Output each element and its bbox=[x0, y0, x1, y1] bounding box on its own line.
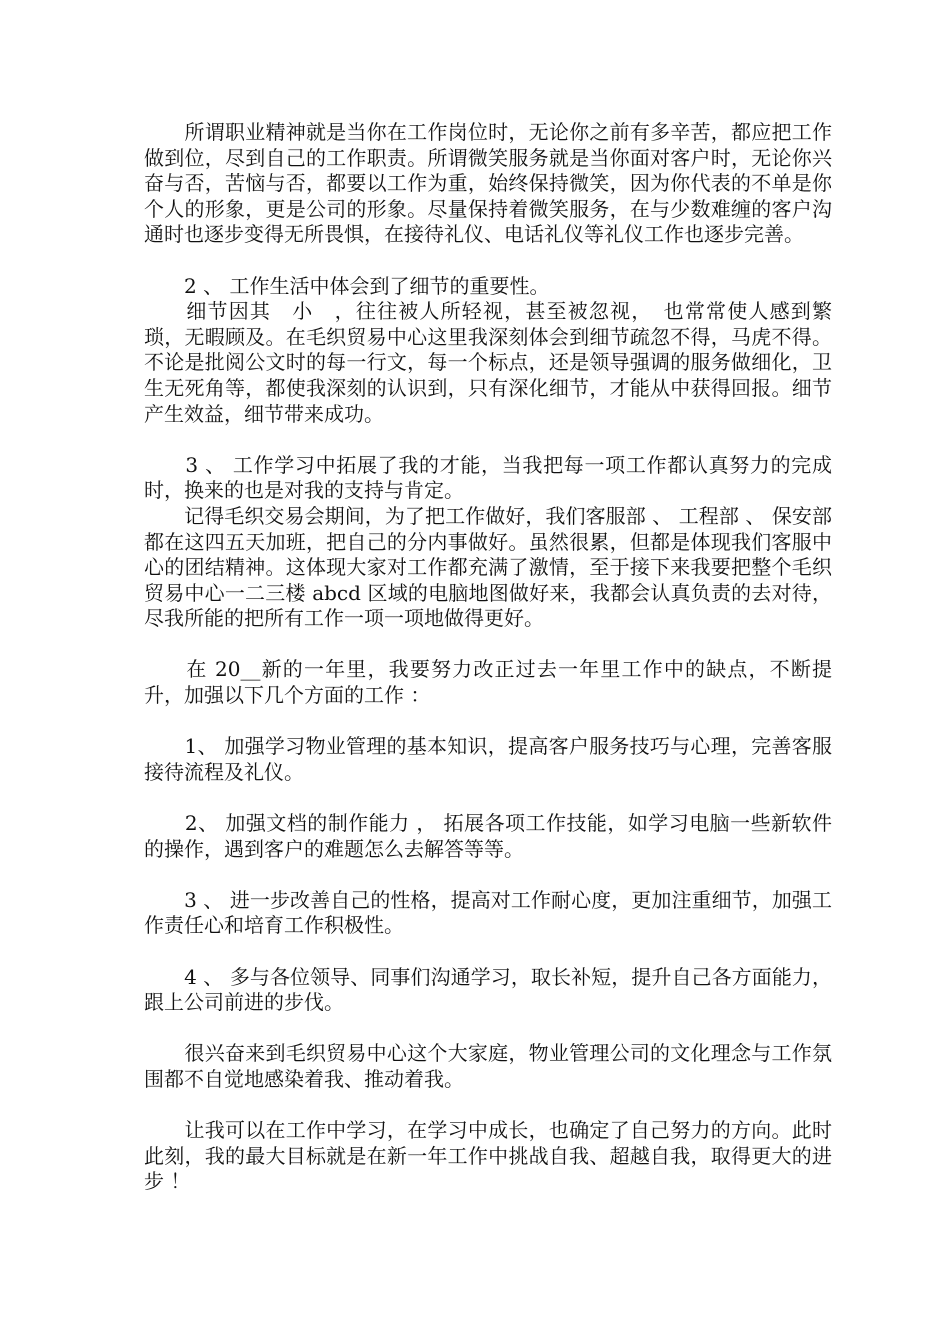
list-item-1: 1、 加强学习物业管理的基本知识，提高客户服务技巧与心理，完善客服接待流程及礼仪。 bbox=[144, 734, 832, 784]
paragraph-heading-details: 2 、 工作生活中体会到了细节的重要性。 bbox=[144, 273, 550, 298]
paragraph-new-year-plan: 在 20__新的一年里，我要努力改正过去一年里工作中的缺点，不断提升，加强以下几个方面的工作 ： bbox=[144, 657, 832, 708]
list-item-4: 4 、 多与各位领导、同事们沟通学习，取长补短，提升自己各方面能力，跟上公司前进的步伐。 bbox=[144, 964, 832, 1015]
paragraph-details: 细节因其 小 ，往往被人所轻视，甚至被忽视， 也常常使人感到繁琐，无暇顾及。在毛织贸易中心这里我深刻体会到细节疏忽不得，马虎不得。不论是批阅公文时的每一行文，每一个标点，还是领导强调的服务做细化，卫生无死角等，都使我深刻的认识到，只有深化细节，才能从中获得回报。细节产生效益，细节带来成功。 bbox=[144, 299, 832, 426]
document-body bbox=[144, 120, 832, 1195]
paragraph-trade-fair: 记得毛织交易会期间，为了把工作做好，我们客服部 、 工程部 、 保安部都在这四五天加班，把自己的分内事做好。虽然很累，但都是体现我们客服中心的团结精神。这体现大家对工作都充满了激情，至于接下来我要把整个毛织贸易中心一二三楼 abcd 区域的电脑地图做好来，我都会认真负责的去对待，尽我所能的把所有工作一项一项地做得更好。 bbox=[144, 503, 832, 631]
paragraph-company-culture: 很兴奋来到毛织贸易中心这个大家庭，物业管理公司的文化理念与工作氛围都不自觉地感染着我、推动着我。 bbox=[144, 1041, 832, 1091]
paragraph-heading-skills: 3 、 工作学习中拓展了我的才能，当我把每一项工作都认真努力的完成时，换来的也是对我的支持与肯定。 bbox=[144, 452, 832, 503]
paragraph-professional-spirit: 所谓职业精神就是当你在工作岗位时，无论你之前有多辛苦，都应把工作做到位，尽到自己的工作职责。所谓微笑服务就是当你面对客户时，无论你兴奋与否，苦恼与否，都要以工作为重，始终保持微笑，因为你代表的不单是你个人的形象，更是公司的形象。尽量保持着微笑服务，在与少数难缠的客户沟通时也逐步变得无所畏惧，在接待礼仪、电话礼仪等礼仪工作也逐步完善。 bbox=[144, 120, 832, 247]
list-item-2: 2、 加强文档的制作能力 ， 拓展各项工作技能，如学习电脑一些新软件的操作，遇到客户的难题怎么去解答等等。 bbox=[144, 811, 832, 861]
paragraph-closing-goal: 让我可以在工作中学习，在学习中成长，也确定了自己努力的方向。此时此刻，我的最大目标就是在新一年工作中挑战自我、超越自我，取得更大的进步 ！ bbox=[144, 1118, 832, 1194]
list-item-3: 3 、 进一步改善自己的性格，提高对工作耐心度，更加注重细节，加强工作责任心和培育工作积极性。 bbox=[144, 887, 832, 938]
